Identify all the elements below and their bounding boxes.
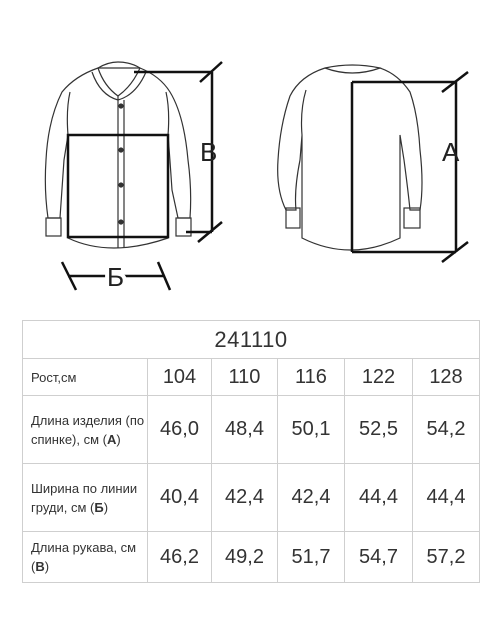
table-row — [23, 396, 480, 464]
table-cell: 42,4 — [278, 464, 345, 532]
table-cell: 42,4 — [212, 464, 278, 532]
table-cell: 54,2 — [413, 396, 480, 464]
article-number: 241110 — [23, 321, 480, 359]
row-label-length: Длина изделия (по спинке), см (А) — [23, 396, 148, 464]
size-header: 116 — [278, 359, 345, 396]
size-header: 104 — [148, 359, 212, 396]
table-cell: 51,7 — [278, 532, 345, 583]
table-cell: 49,2 — [212, 532, 278, 583]
table-cell: 44,4 — [345, 464, 413, 532]
table-cell: 44,4 — [413, 464, 480, 532]
table-row — [23, 532, 480, 583]
table-cell: 52,5 — [345, 396, 413, 464]
shirt-measurement-drawing — [0, 0, 500, 310]
size-header: 122 — [345, 359, 413, 396]
table-cell: 54,7 — [345, 532, 413, 583]
size-header: 128 — [413, 359, 480, 396]
row-label-chest: Ширина по линии груди, см (Б) — [23, 464, 148, 532]
size-table — [22, 320, 480, 583]
row-label-sleeve: Длина рукава, см (В) — [23, 532, 148, 583]
size-header: 110 — [212, 359, 278, 396]
table-cell: 46,0 — [148, 396, 212, 464]
height-header-label: Рост,см — [23, 359, 148, 396]
table-cell: 50,1 — [278, 396, 345, 464]
height-label: А — [442, 137, 460, 167]
chest-label: Б — [107, 262, 125, 292]
table-cell: 57,2 — [413, 532, 480, 583]
shirt-back-view — [278, 65, 422, 250]
table-cell: 40,4 — [148, 464, 212, 532]
sleeve-label: В — [200, 137, 218, 167]
table-row — [23, 464, 480, 532]
table-cell: 46,2 — [148, 532, 212, 583]
table-cell: 48,4 — [212, 396, 278, 464]
